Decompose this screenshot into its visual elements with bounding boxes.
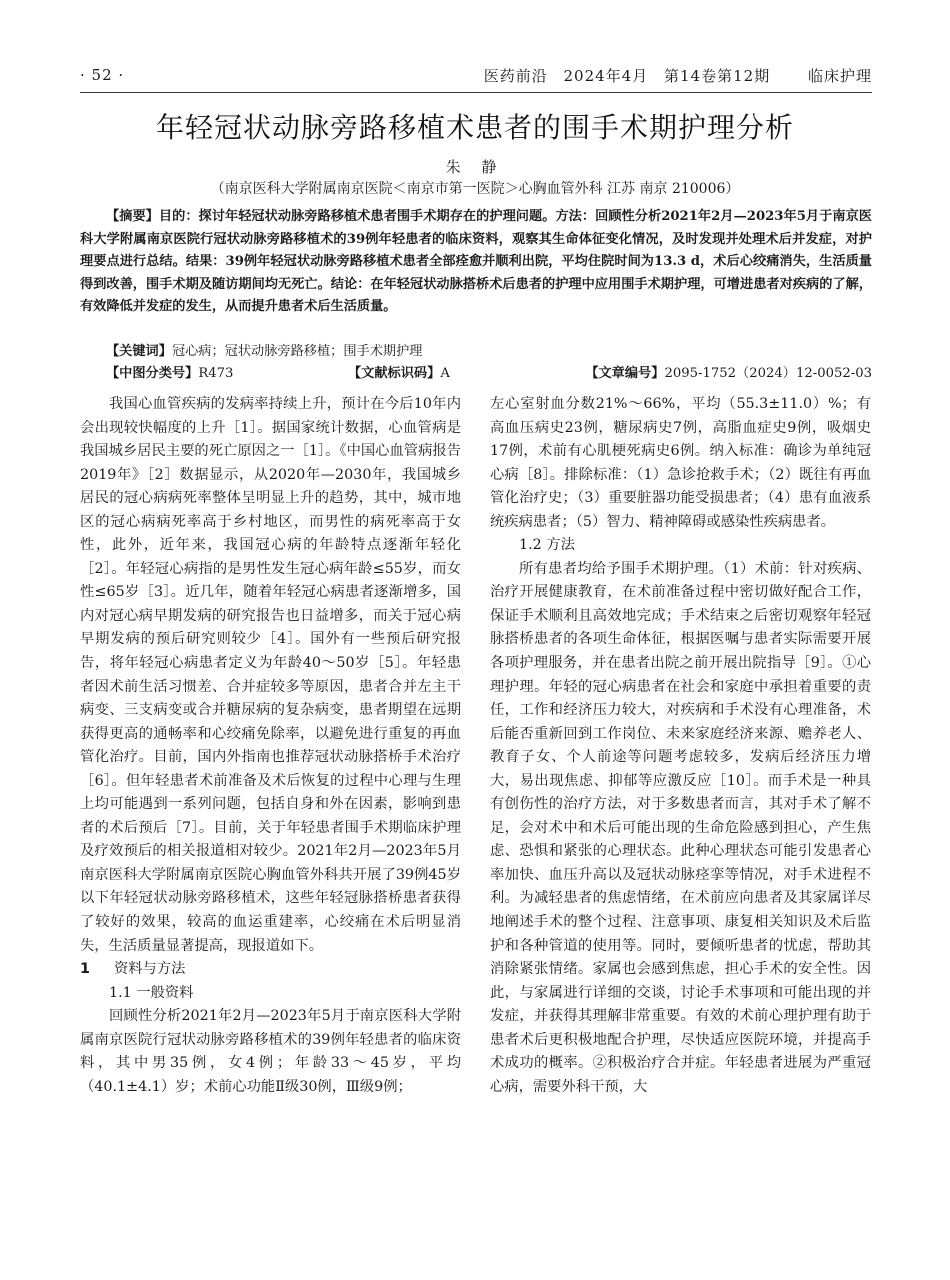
continued-paragraph: 左心室射血分数21%～66%，平均（55.3±11.0）%；有高血压病史23例，糖尿病史7例，高脂血症史9例，吸烟史17例，术前有心肌梗死病史6例。纳入标准：确诊为单纯冠心病［8］。排除标准：（1）急诊抢救手术；（2）既往有再血管化治疗史；（3）重要脏器功能受损患者；（4）患有血液系统疾病患者；（5）智力、精神障碍或感染性疾病患者。 <box>490 396 871 530</box>
general-data-paragraph: 回顾性分析2021年2月—2023年5月于南京医科大学附属南京医院行冠状动脉旁路移植术的39例年轻患者的临床资料，其中男35例，女4例；年龄33～45岁，平均（40.1±4.1）岁；术前心功能Ⅱ级30例，Ⅲ级9例； <box>80 1008 461 1095</box>
methods-heading: 1.2 方法 <box>519 537 575 554</box>
author-affiliation: （南京医科大学附属南京医院＜南京市第一医院＞心胸血管外科 江苏 南京 210006） <box>210 181 740 197</box>
section-title: 资料与方法 <box>113 961 186 978</box>
clc-value: R473 <box>198 366 234 381</box>
article-title: 年轻冠状动脉旁路移植术患者的围手术期护理分析 <box>155 111 794 144</box>
header-rule <box>80 92 872 93</box>
page-number: · 52 · <box>80 66 125 84</box>
issue-date: 2024年4月 <box>563 66 649 85</box>
running-header <box>80 62 872 88</box>
article-value: 2095-1752（2024）12-0052-03 <box>664 366 872 381</box>
clc-code <box>106 362 233 381</box>
journal-name: 医药前沿 <box>483 66 548 85</box>
section-heading <box>80 958 461 982</box>
doc-label: 【文献标识码】 <box>348 366 441 381</box>
abstract: 【摘要】目的：探讨年轻冠状动脉旁路移植术患者围手术期存在的护理问题。方法：回顾性分析2021年2月—2023年5月于南京医科大学附属南京医院行冠状动脉旁路移植术的39例年轻患者的临床资料，观察其生命体征变化情况，及时发现并处理术后并发症，对护理要点进行总结。结果：39例年轻冠状动脉旁路移植术患者全部痊愈并顺利出院，平均住院时间为13.3 d，术后心绞痛消失，生活质量得到改善，围手术期及随访期间均无死亡。结论：在年轻冠状动脉搭桥术后患者的护理中应用围手术期护理，可增进患者对疾病的了解，有效降低并发症的发生，从而提升患者术后生活质量。 <box>80 209 872 314</box>
section-number: 1 <box>80 961 90 978</box>
right-column <box>490 393 871 1099</box>
journal-info <box>474 65 872 86</box>
methods-paragraph: 所有患者均给予围手术期护理。（1）术前：针对疾病、治疗开展健康教育，在术前准备过程中密切做好配合工作，保证手术顺利且高效地完成；手术结束之后密切观察年轻冠脉搭桥患者的各项生命体征，根据医嘱与患者实际需要开展各项护理服务，并在患者出院之前开展出院指导［9］。①心理护理。年轻的冠心病患者在社会和家庭中承担着重要的责任，工作和经济压力较大，对疾病和手术没有心理准备，术后能否重新回到工作岗位、未来家庭经济来源、赡养老人、教育子女、个人前途等问题考虑较多，发病后经济压力增大，易出现焦虑、抑郁等应激反应［10］。而手术是一种具有创伤性的治疗方法，对于多数患者而言，其对手术了解不足，会对术中和术后可能出现的生命危险感到担心，产生焦虑、恐惧和紧张的心理状态。此种心理状态可能引发患者心率加快、血压升高以及冠状动脉痉挛等情况，对手术进程不利。为减轻患者的焦虑情绪，在术前应向患者及其家属详尽地阐述手术的整个过程、注意事项、康复相关知识及术后监护和各种管道的使用等。同时，要倾听患者的忧虑，帮助其消除紧张情绪。家属也会感到焦虑，担心手术的安全性。因此，与家属进行详细的交谈，讨论手术事项和可能出现的并发症，并获得其理解非常重要。有效的术前心理护理有助于患者术后更积极地配合护理，尽快适应医院环境，并提高手术成功的概率。②积极治疗合并症。年轻患者进展为严重冠心病，需要外科干预，大 <box>490 560 871 1095</box>
author-name: 朱 静 <box>445 158 505 176</box>
volume-issue: 第14卷第12期 <box>664 66 771 85</box>
subsection-heading: 1.1 一般资料 <box>109 984 194 1001</box>
keywords-text: 冠心病；冠状动脉旁路移植；围手术期护理 <box>171 344 423 359</box>
keywords-label: 【关键词】 <box>106 344 172 359</box>
intro-paragraph: 我国心血管疾病的发病率持续上升，预计在今后10年内会出现较快幅度的上升［1］。据国家统计数据，心血管病是我国城乡居民主要的死亡原因之一［1］。《中国心血管病报告2019年》［2］数据显示，从2020年—2030年，我国城乡居民的冠心病病死率整体呈明显上升的趋势，其中，城市地区的冠心病病死率高于乡村地区，而男性的病死率高于女性，此外，近年来，我国冠心病的年龄特点逐渐年轻化［2］。年轻冠心病指的是男性发生冠心病年龄≤55岁，而女性≤65岁［3］。近几年，随着年轻冠心病患者逐渐增多，国内对冠心病早期发病的研究报告也日益增多，而关于冠心病早期发病的预后研究则较少［4］。国外有一些预后研究报告，将年轻冠心病患者定义为年龄40～50岁［5］。年轻患者因术前生活习惯差、合并症较多等原因，患者合并左主干病变、三支病变或合并糖尿病的复杂病变，患者期望在远期获得更高的通畅率和心绞痛免除率，以避免进行重复的再血管化治疗。目前，国内外指南也推荐冠状动脉搭桥手术治疗［6］。但年轻患者术前准备及术后恢复的过程中心理与生理上均可能遇到一系列问题，包括自身和外在因素，影响到患者的术后预后［7］。目前，关于年轻患者围手术期临床护理及疗效预后的相关报道相对较少。2021年2月—2023年5月南京医科大学附属南京医院心胸血管外科共开展了39例45岁以下年轻冠状动脉旁路移植术，这些年轻冠脉搭桥患者获得了较好的效果，较高的血运重建率，心绞痛在术后明显消失，生活质量显著提高，现报道如下。 <box>80 396 461 954</box>
doc-value: A <box>440 366 450 381</box>
classification-line <box>106 362 872 382</box>
article-number <box>585 362 872 381</box>
keywords <box>106 340 423 359</box>
section-name: 临床护理 <box>807 66 872 85</box>
left-column <box>80 393 461 1099</box>
article-label: 【文章编号】 <box>585 366 665 381</box>
clc-label: 【中图分类号】 <box>106 366 199 381</box>
doc-code <box>348 362 450 381</box>
